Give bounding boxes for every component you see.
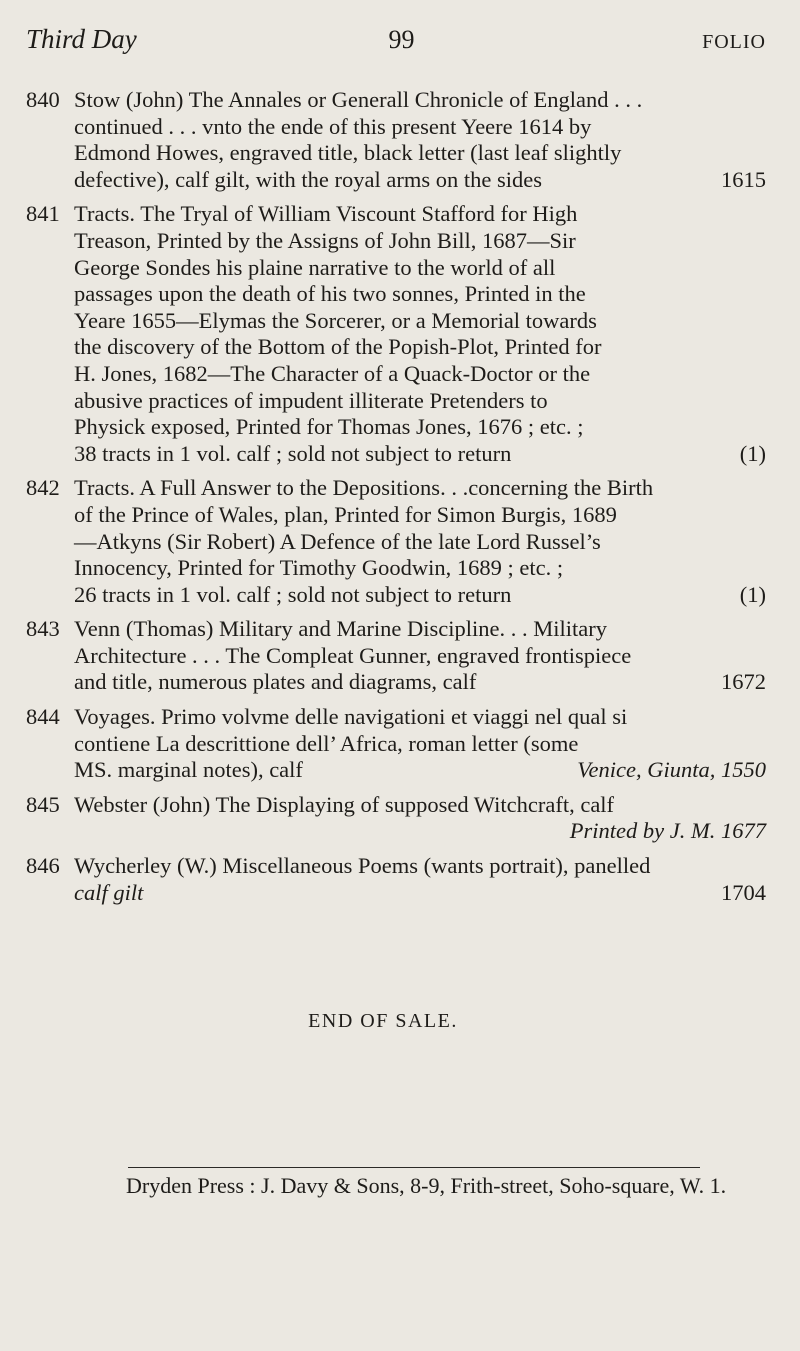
description-line: Edmond Howes, engraved title, black letter (last leaf slightly — [74, 140, 622, 166]
description-line: Webster (John) The Displaying of supposed Witchcraft, calf — [74, 791, 615, 817]
page-number: 99 — [388, 25, 415, 54]
description-line: Stow (John) The Annales or Generall Chronicle of England . . . — [74, 87, 643, 112]
lot-entry-843 — [26, 616, 766, 696]
description-line-with-imprint — [74, 757, 766, 784]
description-line: of the Prince of Wales, plan, Printed for Simon Burgis, 1689 — [74, 501, 617, 527]
lot-entry-842 — [26, 475, 766, 608]
description-line: abusive practices of impudent illiterate Pretenders to — [74, 387, 548, 413]
description-line: 38 tracts in 1 vol. calf ; sold not subject to return — [74, 440, 512, 466]
description-line: and title, numerous plates and diagrams, calf — [74, 669, 477, 695]
description-line: George Sondes his plaine narrative to the world of all — [74, 254, 556, 280]
running-head — [26, 22, 766, 59]
lot-description — [74, 201, 766, 467]
lot-description — [74, 475, 766, 608]
description-line: contiene La descrittione dell’ Africa, roman letter (some — [74, 730, 579, 756]
description-line-with-count — [74, 582, 766, 609]
description-line-with-imprint — [74, 818, 766, 845]
lot-description — [74, 792, 766, 845]
format-heading: FOLIO — [702, 31, 766, 53]
lot-entry-846 — [26, 853, 766, 906]
lot-count: (1) — [739, 440, 766, 466]
description-line: passages upon the death of his two sonnes, Printed in the — [74, 281, 586, 307]
lot-number: 843 — [26, 616, 60, 642]
lot-number: 841 — [26, 201, 60, 227]
description-line: 26 tracts in 1 vol. calf ; sold not subject to return — [74, 581, 512, 607]
description-line-with-count — [74, 441, 766, 468]
lot-entry-844 — [26, 704, 766, 784]
lot-entry-841 — [26, 201, 766, 467]
lot-date: 1615 — [721, 166, 766, 192]
description-line: Architecture . . . The Compleat Gunner, engraved frontispiece — [74, 642, 632, 668]
description-line-with-date — [74, 669, 766, 696]
description-line: Innocency, Printed for Timothy Goodwin, 1689 ; etc. ; — [74, 555, 564, 581]
description-line: Voyages. Primo volvme delle navigationi et viaggi nel qual si — [74, 704, 628, 730]
description-line: —Atkyns (Sir Robert) A Defence of the late Lord Russel’s — [74, 528, 601, 554]
footer-rule — [128, 1167, 700, 1168]
lot-number: 840 — [26, 87, 60, 112]
printer-imprint: Dryden Press : J. Davy & Sons, 8-9, Frith-street, Soho-square, W. 1. — [126, 1173, 727, 1198]
description-line: Wycherley (W.) Miscellaneous Poems (wants portrait), panelled — [74, 853, 651, 879]
lot-number: 845 — [26, 791, 60, 817]
lot-description — [74, 616, 766, 696]
description-line: Physick exposed, Printed for Thomas Jones, 1676 ; etc. ; — [74, 414, 584, 440]
lot-description — [74, 87, 766, 193]
description-line: H. Jones, 1682—The Character of a Quack-Doctor or the — [74, 360, 591, 386]
lot-description — [74, 704, 766, 784]
day-heading: Third Day — [26, 24, 137, 54]
description-line: Treason, Printed by the Assigns of John Bill, 1687—Sir — [74, 227, 576, 253]
description-line: the discovery of the Bottom of the Popish-Plot, Printed for — [74, 334, 602, 360]
lot-imprint: Venice, Giunta, 1550 — [577, 757, 766, 783]
lot-date: 1672 — [721, 669, 766, 695]
description-line: Venn (Thomas) Military and Marine Discipline. . . Military — [74, 616, 608, 642]
lot-number: 844 — [26, 704, 60, 730]
description-line: calf gilt — [74, 879, 144, 905]
description-line: Yeare 1655—Elymas the Sorcerer, or a Memorial towards — [74, 307, 597, 333]
description-line: Tracts. The Tryal of William Viscount Stafford for High — [74, 201, 578, 227]
lot-date: 1704 — [721, 879, 766, 905]
lot-description — [74, 853, 766, 906]
lot-number: 842 — [26, 475, 60, 501]
lot-imprint: Printed by J. M. 1677 — [569, 818, 766, 844]
description-line: Tracts. A Full Answer to the Depositions. . .concerning the Birth — [74, 475, 654, 501]
lot-number: 846 — [26, 853, 60, 879]
description-line: MS. marginal notes), calf — [74, 757, 303, 783]
lot-count: (1) — [739, 581, 766, 607]
description-line: continued . . . vnto the ende of this present Yeere 1614 by — [74, 113, 592, 139]
lot-entry-845 — [26, 792, 766, 845]
description-line-with-date — [74, 167, 766, 194]
description-line: defective), calf gilt, with the royal arms on the sides — [74, 166, 542, 192]
description-line-with-date — [74, 880, 766, 907]
end-of-sale: END OF SALE. — [308, 1010, 458, 1033]
lot-entry-840 — [26, 87, 766, 193]
